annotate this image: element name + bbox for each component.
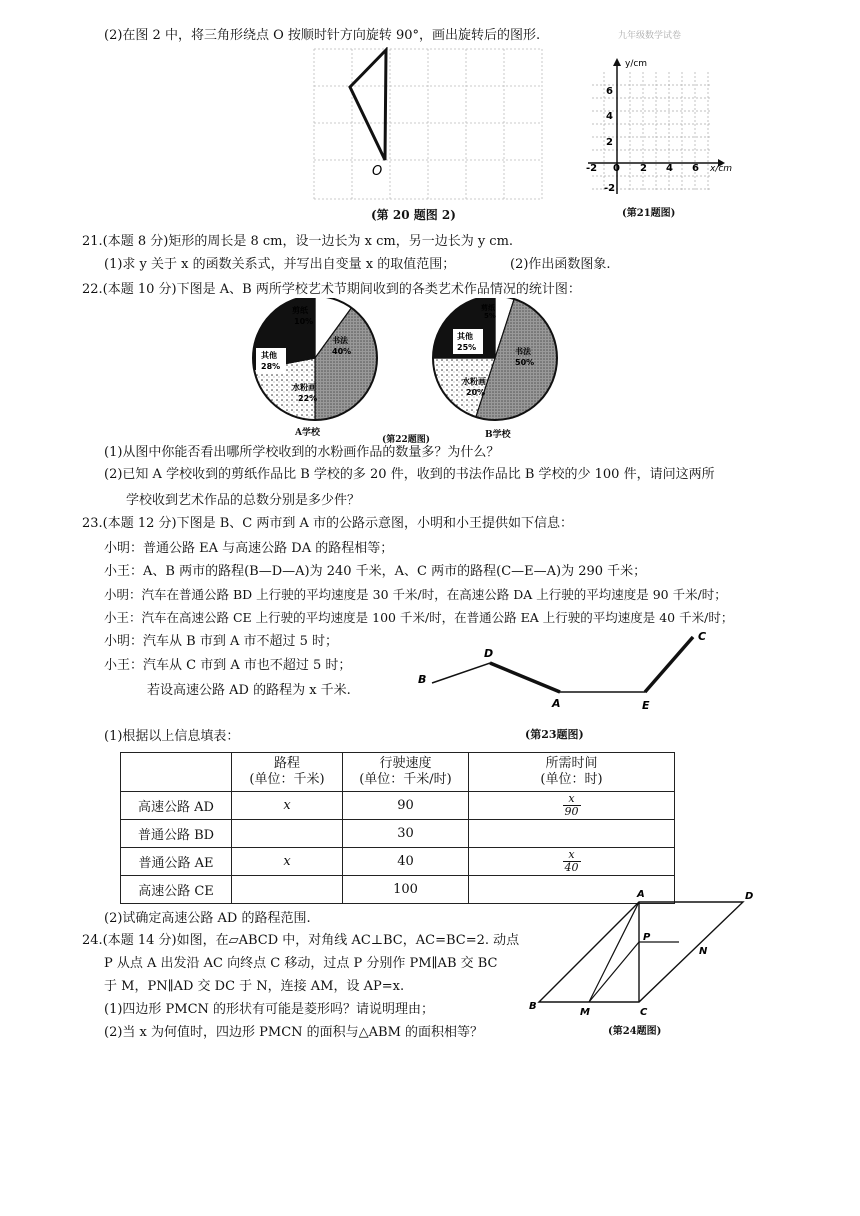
point-n: N xyxy=(699,946,708,957)
q21-caption: (第21题图) xyxy=(622,208,676,219)
time-fraction xyxy=(563,849,581,874)
table-header-distance xyxy=(232,753,343,792)
q24-statement-3: 于 M，PN∥AD 交 DC 于 N，连接 AM，设 AP=x. xyxy=(104,979,405,994)
pie-a-label-qita: 其他 xyxy=(261,351,277,360)
table-header-blank xyxy=(121,753,232,792)
y-tick-2: 2 xyxy=(606,137,613,148)
row-time[interactable] xyxy=(469,792,675,820)
table-row xyxy=(121,848,675,876)
segment-am xyxy=(589,902,639,1002)
row-distance[interactable] xyxy=(232,876,343,904)
point-p: P xyxy=(643,932,651,943)
point-a: A xyxy=(637,889,645,900)
q23-info-7: 若设高速公路 AD 的路程为 x 千米. xyxy=(147,683,351,698)
q24-caption: (第24题图) xyxy=(608,1026,662,1037)
x-tick-6: 6 xyxy=(692,163,699,174)
pie-b-pct-qita: 25% xyxy=(457,343,477,352)
x-tick-2: 2 xyxy=(640,163,647,174)
pie-b-label-qita: 其他 xyxy=(457,332,473,341)
q22-pie-charts xyxy=(240,298,570,438)
point-a: A xyxy=(552,697,561,710)
pie-b-pct-shuifen: 20% xyxy=(466,388,486,397)
corner-note: 九年级数学试卷 xyxy=(618,31,682,41)
pie-a-label-jianzhi: 剪纸 xyxy=(292,306,308,315)
time-fraction xyxy=(563,793,581,818)
q24-statement-1: 24.(本题 14 分)如图，在▱ABCD 中，对角线 AC⊥BC，AC=BC=2. 动点 xyxy=(82,933,520,948)
q20-caption: (第 20 题图 2) xyxy=(371,208,456,222)
y-axis-arrow-icon xyxy=(613,58,621,66)
row-speed: 40 xyxy=(343,848,469,876)
q20-point-o: O xyxy=(372,164,383,179)
pie-b-label-jianzhi: 剪纸 xyxy=(481,304,495,312)
q20-grid-figure xyxy=(310,47,550,207)
row-road: 高速公路 CE xyxy=(121,876,232,904)
x-axis-label: x/cm xyxy=(710,164,733,174)
q24-statement-2: P 从点 A 出发沿 AC 向终点 C 移动，过点 P 分别作 PM∥AB 交 BC xyxy=(104,956,498,971)
highway-da xyxy=(490,663,560,692)
q22-statement: 22.(本题 10 分)下图是 A、B 两所学校艺术节期间收到的各类艺术作品情况的统计图： xyxy=(82,282,581,297)
y-tick-6: 6 xyxy=(606,86,613,97)
q23-statement: 23.(本题 12 分)下图是 B、C 两市到 A 市的公路示意图，小明和小王提供如下信息： xyxy=(82,516,574,531)
q21-axes-figure xyxy=(578,52,748,202)
q23-info-5: 小明：汽车从 B 市到 A 市不超过 5 时； xyxy=(104,634,339,649)
q20-instruction: (2)在图 2 中，将三角形绕点 O 按顺时针方向旋转 90°，画出旋转后的图形. xyxy=(104,28,541,43)
point-c: C xyxy=(698,630,707,643)
q21-question-1: (1)求 y 关于 x 的函数关系式，并写出自变量 x 的取值范围； xyxy=(104,257,456,272)
row-speed: 100 xyxy=(343,876,469,904)
q23-info-6: 小王：汽车从 C 市到 A 市也不超过 5 时； xyxy=(104,658,352,673)
pie-a-label-shuifen: 水粉画 xyxy=(292,383,316,392)
table-header-row xyxy=(121,753,675,792)
fraction-numerator: x xyxy=(563,793,581,806)
table-row xyxy=(121,820,675,848)
q24-parallelogram-figure xyxy=(525,885,775,1020)
highway-ce xyxy=(645,637,693,692)
q23-info-3: 小明：汽车在普通公路 BD 上行驶的平均速度是 30 千米/时，在高速公路 DA 上行驶的平均速度是 90 千米/时； xyxy=(104,587,727,602)
point-c: C xyxy=(640,1007,648,1018)
point-d: D xyxy=(484,647,494,660)
header-title: 所需时间 xyxy=(545,756,598,771)
point-m: M xyxy=(580,1007,590,1018)
table-row xyxy=(121,792,675,820)
q23-info-1: 小明：普通公路 EA 与高速公路 DA 的路程相等； xyxy=(104,541,394,556)
header-unit: (单位：千米) xyxy=(249,772,325,787)
q22-question-2a: (2)已知 A 学校收到的剪纸作品比 B 学校的多 20 件，收到的书法作品比 B 学校的少 100 件，请问这两所 xyxy=(104,467,715,482)
x-tick-0: 0 xyxy=(613,163,620,174)
fraction-denominator: 90 xyxy=(564,805,579,818)
row-distance[interactable]: x xyxy=(232,792,343,820)
table-header-speed xyxy=(343,753,469,792)
header-unit: (单位：时) xyxy=(540,772,603,787)
pie-a-pct-qita: 28% xyxy=(261,362,281,371)
q21-question-2: (2)作出函数图象. xyxy=(510,257,611,272)
y-tick-neg2: -2 xyxy=(604,183,616,194)
y-axis-label: y/cm xyxy=(625,59,648,69)
parallelogram-abcd xyxy=(539,902,743,1002)
x-tick-neg2: -2 xyxy=(586,163,598,174)
q24-question-2: (2)当 x 为何值时，四边形 PMCN 的面积与△ABM 的面积相等？ xyxy=(104,1025,484,1040)
pie-b-pct-shufa: 50% xyxy=(515,358,535,367)
row-road: 普通公路 BD xyxy=(121,820,232,848)
pie-a-pct-jianzhi: 10% xyxy=(294,317,314,326)
row-road: 高速公路 AD xyxy=(121,792,232,820)
q23-fill-intro: (1)根据以上信息填表： xyxy=(104,729,240,744)
q20-grid xyxy=(314,49,542,199)
row-distance[interactable]: x xyxy=(232,848,343,876)
y-tick-4: 4 xyxy=(606,111,613,122)
point-b: B xyxy=(529,1001,537,1012)
q23-road-diagram xyxy=(410,625,720,715)
header-title: 行驶速度 xyxy=(379,756,432,771)
q23-info-4: 小王：汽车在高速公路 CE 上行驶的平均速度是 100 千米/时，在普通公路 EA 上行驶的平均速度是 40 千米/时； xyxy=(104,610,734,625)
q22-caption: (第22题图) xyxy=(382,435,431,445)
q21-statement: 21.(本题 8 分)矩形的周长是 8 cm，设一边长为 x cm，另一边长为 y cm. xyxy=(82,234,514,249)
point-d: D xyxy=(745,891,754,902)
pie-b-title: B学校 xyxy=(485,430,511,440)
row-speed: 30 xyxy=(343,820,469,848)
q22-question-2b: 学校收到艺术作品的总数分别是多少件？ xyxy=(126,493,361,508)
pie-a-pct-shuifen: 22% xyxy=(298,394,318,403)
fraction-denominator: 40 xyxy=(564,861,579,874)
row-road: 普通公路 AE xyxy=(121,848,232,876)
pie-a-pct-shufa: 40% xyxy=(332,347,352,356)
x-tick-4: 4 xyxy=(666,163,673,174)
q23-caption: (第23题图) xyxy=(525,728,584,741)
point-b: B xyxy=(418,673,427,686)
q20-triangle xyxy=(350,50,386,160)
q22-question-1: (1)从图中你能否看出哪所学校收到的水粉画作品的数量多？为什么？ xyxy=(104,445,500,460)
fraction-numerator: x xyxy=(563,849,581,862)
q23-table xyxy=(120,752,675,904)
row-speed: 90 xyxy=(343,792,469,820)
q23-question-2: (2)试确定高速公路 AD 的路程范围. xyxy=(104,911,311,926)
row-distance[interactable] xyxy=(232,820,343,848)
table-header-time xyxy=(469,753,675,792)
q24-question-1: (1)四边形 PMCN 的形状有可能是菱形吗？请说明理由； xyxy=(104,1002,435,1017)
point-e: E xyxy=(642,699,650,712)
pie-b-pct-jianzhi: 5% xyxy=(484,312,496,320)
row-time[interactable] xyxy=(469,820,675,848)
q23-info-2: 小王：A、B 两市的路程(B—D—A)为 240 千米，A、C 两市的路程(C—E—A)为 290 千米； xyxy=(104,564,647,579)
pie-a-title: A学校 xyxy=(295,428,320,438)
header-title: 路程 xyxy=(273,756,300,771)
pie-b-label-shufa: 书法 xyxy=(515,347,531,356)
header-unit: (单位：千米/时) xyxy=(359,772,452,787)
pie-b-label-shuifen: 水粉画 xyxy=(462,377,486,386)
pie-a-label-shufa: 书法 xyxy=(332,336,348,345)
row-time[interactable] xyxy=(469,848,675,876)
